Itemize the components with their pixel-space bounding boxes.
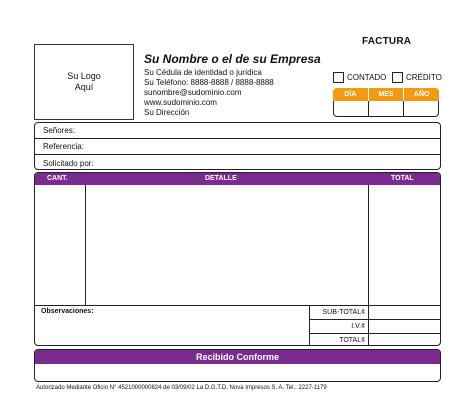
subtotal-label: SUB-TOTAL¢	[322, 309, 365, 316]
items-bottom-rule	[35, 305, 441, 306]
referencia-label: Referencia:	[43, 142, 84, 151]
qty-column-divider	[85, 185, 86, 305]
footer-authorization: Autorizado Mediante Oficio N° 4521000000824 de 03/09/02 La D.G.T.D. Nova Impresos S. A. Tel.: 2227-1179	[36, 385, 327, 391]
received-box	[34, 349, 441, 382]
observations-label: Observaciones:	[41, 308, 94, 315]
company-email-line: sunombre@sudominio.com	[144, 88, 242, 97]
solicitado-label: Solicitado por:	[43, 158, 94, 168]
items-table-header	[35, 173, 440, 185]
received-label: Recibido Conforme	[195, 352, 279, 362]
received-header	[35, 350, 440, 364]
logo-text-line2: Aquí	[74, 82, 94, 92]
date-header	[333, 88, 439, 101]
logo-text-line1: Su Logo	[67, 71, 101, 81]
qty-header: CANT.	[47, 175, 68, 182]
client-info-box	[34, 122, 441, 170]
date-header-day: DÍA	[333, 88, 369, 101]
company-phone-line: Su Teléfono: 8888-8888 / 8888-8888	[144, 78, 274, 87]
date-fields	[333, 101, 439, 117]
total-header: TOTAL	[391, 175, 414, 182]
date-day-field[interactable]	[334, 101, 369, 116]
client-row-referencia[interactable]	[35, 139, 440, 155]
company-web-line: www.sudominio.com	[144, 98, 217, 107]
cash-label: CONTADO	[347, 73, 387, 82]
total-column-divider	[368, 185, 369, 346]
iv-label: I.V.¢	[351, 323, 365, 330]
subtotal-rule	[309, 319, 441, 320]
date-header-year: AÑO	[404, 88, 439, 101]
logo-placeholder	[34, 44, 134, 120]
cash-checkbox[interactable]	[333, 72, 344, 83]
total-label: TOTAL¢	[339, 337, 365, 344]
items-table	[34, 172, 441, 346]
company-name: Su Nombre o el de su Empresa	[144, 52, 321, 66]
company-id-line: Su Cédula de identidad o jurídica	[144, 68, 262, 77]
company-address-line: Su Dirección	[144, 108, 190, 117]
client-row-senores[interactable]	[35, 123, 440, 139]
date-header-month: MES	[369, 88, 405, 101]
document-title: FACTURA	[362, 36, 412, 47]
credit-checkbox[interactable]	[392, 72, 403, 83]
credit-label: CRÉDITO	[406, 73, 442, 82]
date-month-field[interactable]	[369, 101, 404, 116]
iv-rule	[309, 333, 441, 334]
detail-header: DETALLE	[205, 175, 237, 182]
senores-label: Señores:	[43, 126, 76, 135]
client-row-solicitado[interactable]	[35, 155, 440, 171]
date-year-field[interactable]	[404, 101, 438, 116]
